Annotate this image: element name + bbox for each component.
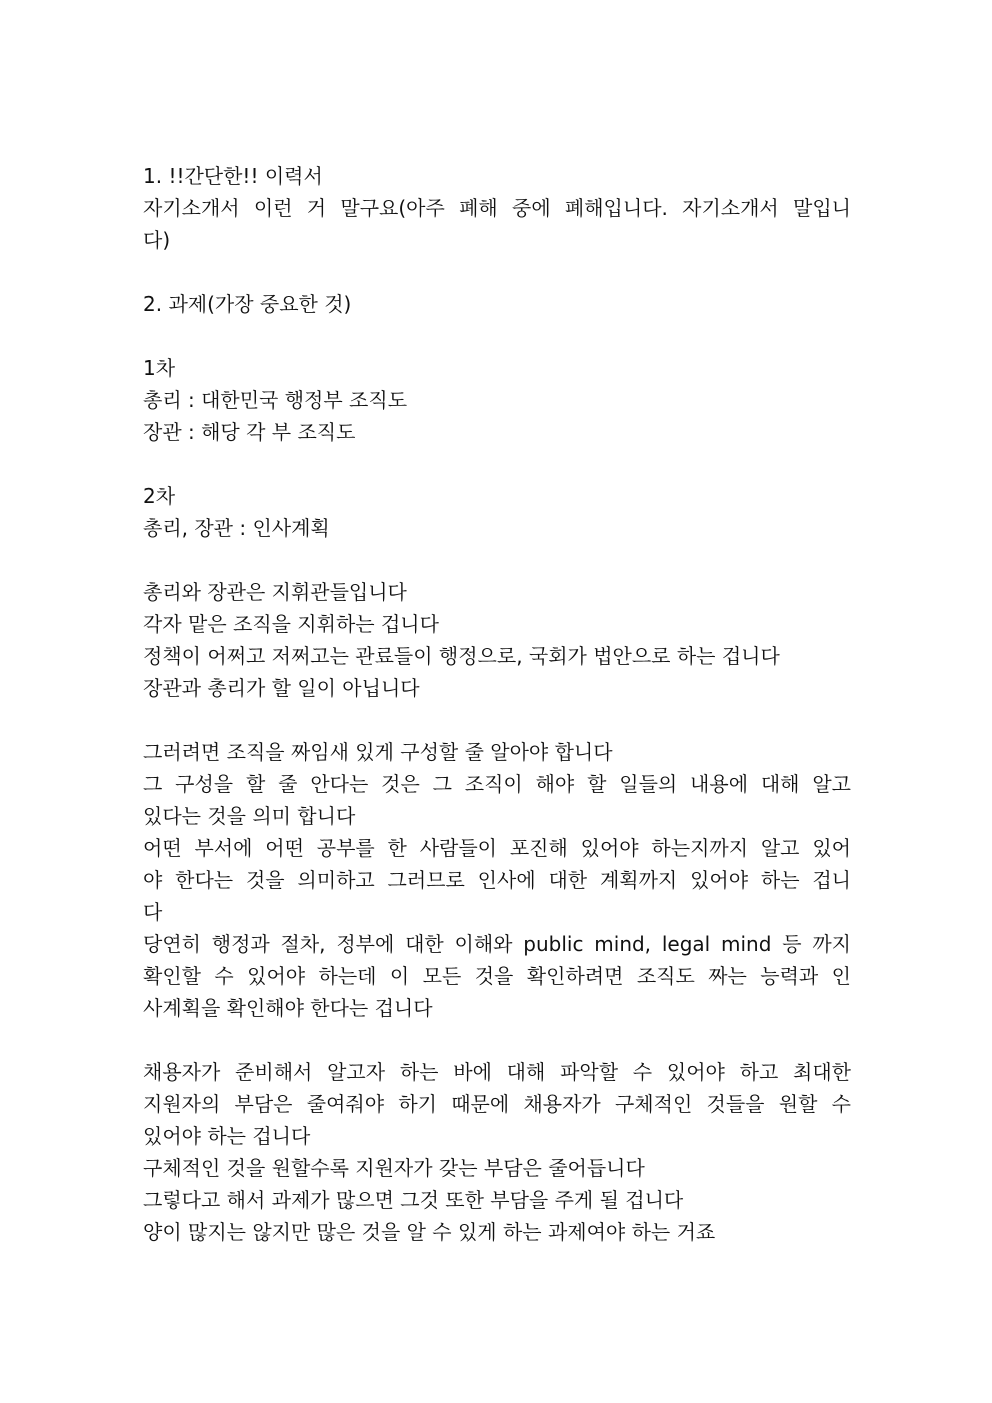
subheading-round-2: 2차 — [143, 484, 176, 508]
text-line: 자기소개서 이런 거 말구요(아주 폐해 중에 폐해입니다. 자기소개서 말입니 — [143, 196, 851, 220]
text-line: 사계획을 확인해야 한다는 겁니다 — [143, 996, 433, 1020]
document-body — [143, 160, 851, 1248]
heading-assignment: 2. 과제(가장 중요한 것) — [143, 292, 352, 316]
text-line: 그러려면 조직을 짜임새 있게 구성할 줄 알아야 합니다 — [143, 740, 613, 764]
text-line: 당연히 행정과 절차, 정부에 대한 이해와 public mind, legal mind 등 까지 — [143, 932, 851, 956]
text-line: 양이 많지는 않지만 많은 것을 알 수 있게 하는 과제여야 하는 거죠 — [143, 1220, 716, 1244]
text-line: 채용자가 준비해서 알고자 하는 바에 대해 파악할 수 있어야 하고 최대한 — [143, 1060, 851, 1084]
text-line: 다) — [143, 228, 171, 252]
blank-line — [143, 544, 851, 576]
blank-line — [143, 256, 851, 288]
text-line: 있어야 하는 겁니다 — [143, 1124, 311, 1148]
heading-resume: 1. !!간단한!! 이력서 — [143, 164, 323, 188]
text-line: 확인할 수 있어야 하는데 이 모든 것을 확인하려면 조직도 짜는 능력과 인 — [143, 964, 851, 988]
blank-line — [143, 448, 851, 480]
text-line: 총리 : 대한민국 행정부 조직도 — [143, 388, 408, 412]
text-line: 총리, 장관 : 인사계획 — [143, 516, 330, 540]
subheading-round-1: 1차 — [143, 356, 176, 380]
text-line: 그렇다고 해서 과제가 많으면 그것 또한 부담을 주게 될 겁니다 — [143, 1188, 684, 1212]
text-line: 정책이 어쩌고 저쩌고는 관료들이 행정으로, 국회가 법안으로 하는 겁니다 — [143, 644, 780, 668]
text-line: 어떤 부서에 어떤 공부를 한 사람들이 포진해 있어야 하는지까지 알고 있어 — [143, 836, 851, 860]
text-line: 지원자의 부담은 줄여줘야 하기 때문에 채용자가 구체적인 것들을 원할 수 — [143, 1092, 851, 1116]
text-line: 있다는 것을 의미 합니다 — [143, 804, 356, 828]
blank-line — [143, 704, 851, 736]
blank-line — [143, 320, 851, 352]
text-line: 각자 맡은 조직을 지휘하는 겁니다 — [143, 612, 439, 636]
blank-line — [143, 1024, 851, 1056]
text-line: 구체적인 것을 원할수록 지원자가 갖는 부담은 줄어듭니다 — [143, 1156, 645, 1180]
text-line: 다 — [143, 900, 163, 924]
text-line: 총리와 장관은 지휘관들입니다 — [143, 580, 407, 604]
text-line: 야 한다는 것을 의미하고 그러므로 인사에 대한 계획까지 있어야 하는 겁니 — [143, 868, 851, 892]
text-line: 그 구성을 할 줄 안다는 것은 그 조직이 해야 할 일들의 내용에 대해 알고 — [143, 772, 851, 796]
text-line: 장관과 총리가 할 일이 아닙니다 — [143, 676, 420, 700]
text-line: 장관 : 해당 각 부 조직도 — [143, 420, 356, 444]
